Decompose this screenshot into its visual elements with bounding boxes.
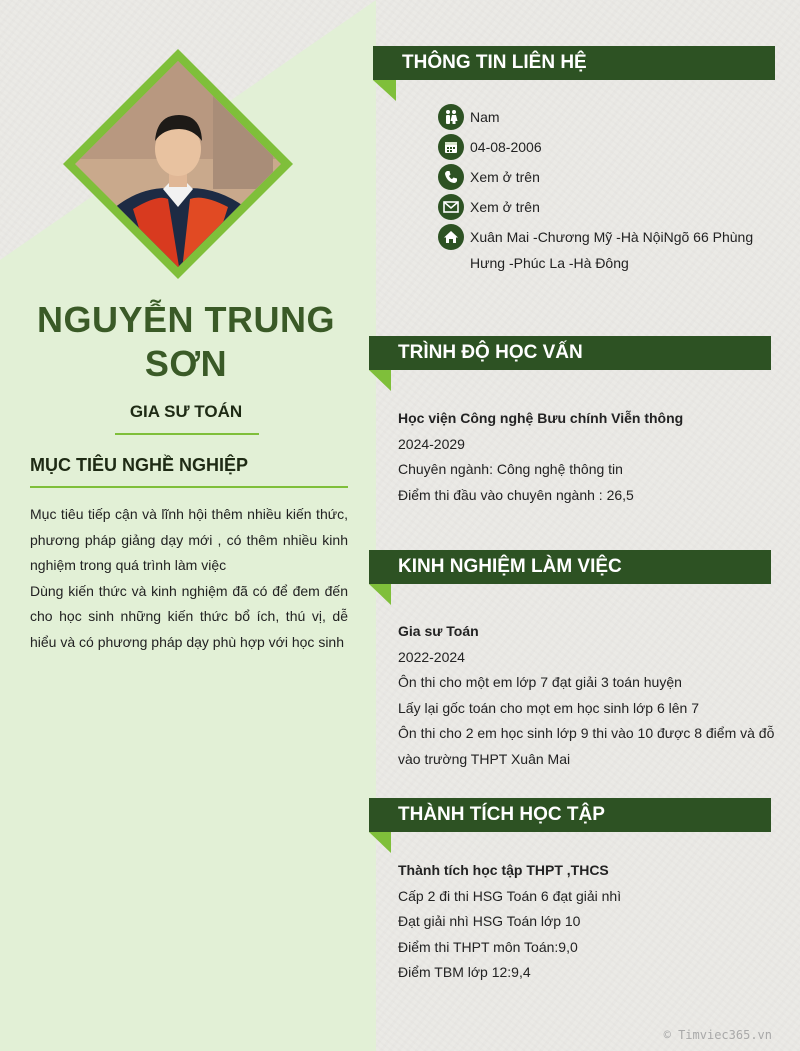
education-section-header xyxy=(369,336,771,370)
candidate-name xyxy=(20,298,352,386)
objective-divider xyxy=(30,486,348,488)
address-line: Hưng -Phúc La -Hà Đông xyxy=(470,255,629,271)
birthday-value: 04-08-2006 xyxy=(470,139,542,155)
achievements-header-tab xyxy=(369,832,391,853)
contact-gender xyxy=(438,104,770,130)
email-value: Xem ở trên xyxy=(470,199,540,215)
education-years: 2024-2029 xyxy=(398,435,465,452)
home-icon xyxy=(438,224,464,250)
achievements-section-title: THÀNH TÍCH HỌC TẬP xyxy=(398,804,605,825)
objective-text xyxy=(30,502,348,655)
education-score: Điểm thi đầu vào chuyên ngành : 26,5 xyxy=(398,486,634,503)
address-line: Xuân Mai -Chương Mỹ -Hà NộiNgõ 66 Phùng xyxy=(470,229,754,245)
education-header-tab xyxy=(369,370,391,391)
experience-item: vào trường THPT Xuân Mai xyxy=(398,750,571,767)
name-line-1: NGUYỄN TRUNG xyxy=(36,299,335,340)
address-value xyxy=(470,224,770,276)
achievement-item: Cấp 2 đi thi HSG Toán 6 đạt giải nhì xyxy=(398,887,622,904)
objective-paragraph: Mục tiêu tiếp cận và lĩnh hội thêm nhiều kiến thức, phương pháp giảng dạy mới , có thêm nhiều kinh nghiệm trong quá trình làm việc xyxy=(30,506,348,573)
experience-item: Ôn thi cho một em lớp 7 đạt giải 3 toán huyện xyxy=(398,674,682,690)
job-title-divider xyxy=(115,433,259,435)
achievement-item: Đạt giải nhì HSG Toán lớp 10 xyxy=(398,913,581,929)
experience-item: Ôn thi cho 2 em học sinh lớp 9 thi vào 10 được 8 điểm và đỗ xyxy=(398,725,775,741)
phone-icon xyxy=(438,164,464,190)
achievements-content xyxy=(398,858,773,986)
contact-birthday xyxy=(438,134,770,160)
education-content xyxy=(398,406,773,508)
experience-section-header xyxy=(369,550,771,584)
contact-section-title: THÔNG TIN LIÊN HỆ xyxy=(402,52,587,73)
objective-title: MỤC TIÊU NGHỀ NGHIỆP xyxy=(30,455,249,475)
experience-section-title: KINH NGHIỆM LÀM VIỆC xyxy=(398,556,622,577)
job-title: GIA SƯ TOÁN xyxy=(129,402,243,421)
contact-phone xyxy=(438,164,770,190)
name-line-2: SƠN xyxy=(144,343,228,384)
contact-address xyxy=(438,224,770,276)
experience-years: 2022-2024 xyxy=(398,648,465,665)
achievements-section-header xyxy=(369,798,771,832)
education-section-title: TRÌNH ĐỘ HỌC VẤN xyxy=(398,342,583,363)
phone-value: Xem ở trên xyxy=(470,169,540,185)
contact-header-tab xyxy=(373,80,396,101)
objective-paragraph: Dùng kiến thức và kinh nghiệm đã có để đem đến cho học sinh những kiến thức bổ ích, thú vị, dễ hiểu và có phương pháp dạy phù hợp với học sinh xyxy=(30,582,348,650)
profile-photo xyxy=(63,49,293,279)
achievement-item: Điểm TBM lớp 12:9,4 xyxy=(398,964,531,980)
achievements-heading: Thành tích học tập THPT ,THCS xyxy=(398,862,609,878)
experience-item: Lấy lại gốc toán cho mọt em học sinh lớp 6 lên 7 xyxy=(398,699,700,716)
experience-position: Gia sư Toán xyxy=(398,623,479,639)
experience-header-tab xyxy=(369,584,391,605)
contact-section-header xyxy=(373,46,775,80)
education-major: Chuyên ngành: Công nghệ thông tin xyxy=(398,461,623,477)
calendar-icon xyxy=(438,134,464,160)
achievement-item: Điểm thi THPT môn Toán:9,0 xyxy=(398,938,578,955)
experience-content xyxy=(398,619,773,772)
email-icon xyxy=(438,194,464,220)
contact-email xyxy=(438,194,770,220)
watermark: © Timviec365.vn xyxy=(663,1028,772,1042)
gender-icon xyxy=(438,104,464,130)
school-name: Học viện Công nghệ Bưu chính Viễn thông xyxy=(398,410,684,426)
gender-value: Nam xyxy=(470,109,500,125)
